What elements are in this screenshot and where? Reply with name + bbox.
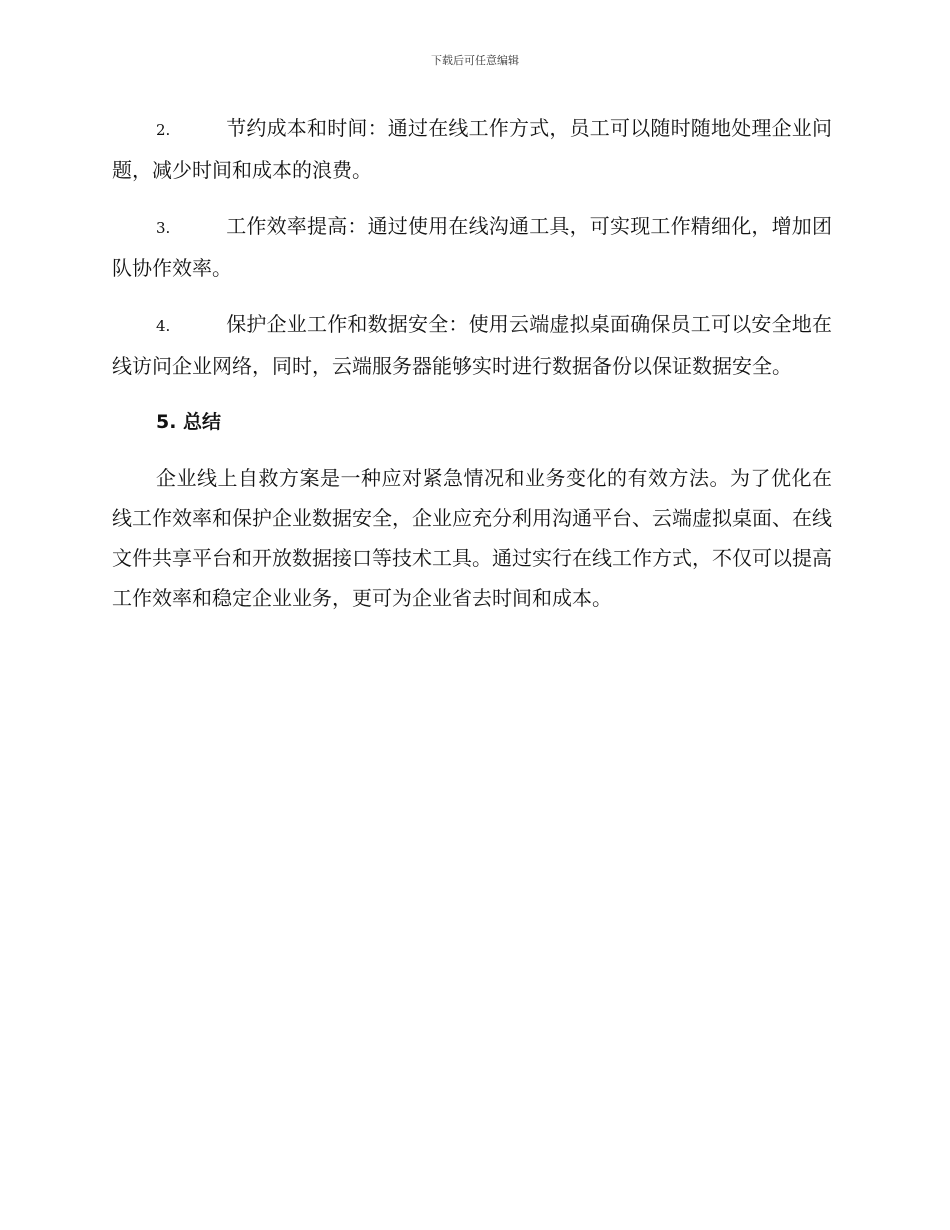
document-body [112,108,832,618]
list-item-number: 3. [156,219,171,237]
list-item-text: 工作效率提高：通过使用在线沟通工具，可实现工作精细化，增加团队协作效率。 [112,214,832,280]
section-heading: 5. 总结 [156,411,222,433]
list-item-4 [112,304,832,386]
list-item-3 [112,206,832,288]
list-item-text: 节约成本和时间：通过在线工作方式，员工可以随时随地处理企业问题，减少时间和成本的浪费。 [112,116,832,182]
summary-paragraph: 企业线上自救方案是一种应对紧急情况和业务变化的有效方法。为了优化在线工作效率和保护企业数据安全，企业应充分利用沟通平台、云端虚拟桌面、在线文件共享平台和开放数据接口等技术工具。通过实行在线工作方式，不仅可以提高工作效率和稳定企业业务，更可为企业省去时间和成本。 [112,466,832,610]
list-item-number: 2. [156,121,171,139]
list-item-number: 4. [156,317,171,335]
list-item-2 [112,108,832,190]
list-item-text: 保护企业工作和数据安全：使用云端虚拟桌面确保员工可以安全地在线访问企业网络，同时，云端服务器能够实时进行数据备份以保证数据安全。 [112,312,832,378]
page-header: 下载后可任意编辑 [431,54,519,67]
